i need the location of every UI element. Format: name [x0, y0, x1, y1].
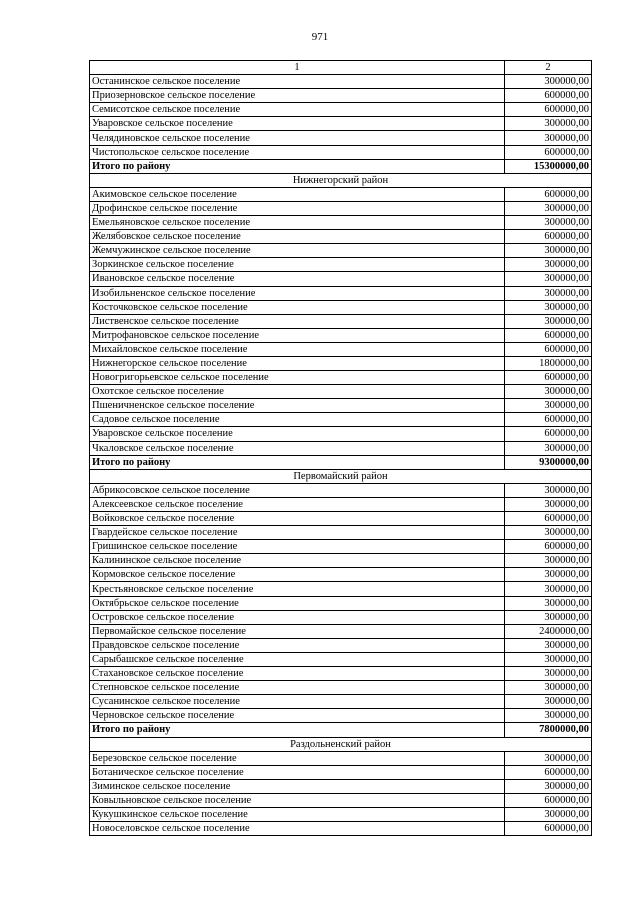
settlement-name: Первомайское сельское поселение	[90, 624, 505, 638]
settlement-name: Кормовское сельское поселение	[90, 568, 505, 582]
settlement-name: Ковыльновское сельское поселение	[90, 793, 505, 807]
table-row	[90, 497, 592, 511]
table-row	[90, 117, 592, 131]
table-row	[90, 624, 592, 638]
amount-value: 300000,00	[505, 554, 592, 568]
settlement-name: Кукушкинское сельское поселение	[90, 807, 505, 821]
amount-value: 300000,00	[505, 695, 592, 709]
table-row	[90, 638, 592, 652]
amount-value: 300000,00	[505, 314, 592, 328]
settlement-name: Гришинское сельское поселение	[90, 540, 505, 554]
settlement-name: Изобильненское сельское поселение	[90, 286, 505, 300]
settlement-name: Приозерновское сельское поселение	[90, 89, 505, 103]
settlement-name: Ботаническое сельское поселение	[90, 765, 505, 779]
amount-value: 300000,00	[505, 385, 592, 399]
table-row	[90, 342, 592, 356]
table-row	[90, 822, 592, 836]
table-row	[90, 512, 592, 526]
settlement-name: Абрикосовское сельское поселение	[90, 483, 505, 497]
settlement-name: Нижнегорское сельское поселение	[90, 356, 505, 370]
settlement-name: Алексеевское сельское поселение	[90, 497, 505, 511]
amount-value: 300000,00	[505, 300, 592, 314]
amount-value: 300000,00	[505, 117, 592, 131]
settlement-name: Останинское сельское поселение	[90, 75, 505, 89]
amount-value: 300000,00	[505, 779, 592, 793]
table-row	[90, 272, 592, 286]
amount-value: 600000,00	[505, 413, 592, 427]
page-number: 971	[311, 31, 329, 43]
amount-value: 600000,00	[505, 187, 592, 201]
amount-value: 300000,00	[505, 652, 592, 666]
amount-value: 300000,00	[505, 568, 592, 582]
table-row	[90, 216, 592, 230]
settlement-name: Косточковское сельское поселение	[90, 300, 505, 314]
table-row	[90, 793, 592, 807]
amount-value: 600000,00	[505, 822, 592, 836]
settlement-name: Березовское сельское поселение	[90, 751, 505, 765]
amount-value: 300000,00	[505, 497, 592, 511]
table-row	[90, 328, 592, 342]
settlement-name: Островское сельское поселение	[90, 610, 505, 624]
district-name: Первомайский район	[90, 469, 592, 483]
table-row	[90, 230, 592, 244]
settlement-name: Чистопольское сельское поселение	[90, 145, 505, 159]
settlement-name: Октябрьское сельское поселение	[90, 596, 505, 610]
district-name: Нижнегорский район	[90, 173, 592, 187]
settlement-name: Войковское сельское поселение	[90, 512, 505, 526]
total-label: Итого по району	[90, 159, 505, 173]
amount-value: 300000,00	[505, 244, 592, 258]
amount-value: 300000,00	[505, 807, 592, 821]
amount-value: 300000,00	[505, 131, 592, 145]
amount-value: 300000,00	[505, 681, 592, 695]
amount-value: 300000,00	[505, 441, 592, 455]
settlement-name: Правдовское сельское поселение	[90, 638, 505, 652]
total-amount: 7800000,00	[505, 723, 592, 737]
settlement-name: Акимовское сельское поселение	[90, 187, 505, 201]
settlement-name: Семисотское сельское поселение	[90, 103, 505, 117]
amount-value: 600000,00	[505, 89, 592, 103]
amount-value: 300000,00	[505, 272, 592, 286]
district-name: Раздольненский район	[90, 737, 592, 751]
amount-value: 300000,00	[505, 483, 592, 497]
table-row	[90, 300, 592, 314]
amount-value: 300000,00	[505, 399, 592, 413]
table-row	[90, 526, 592, 540]
settlement-name: Степновское сельское поселение	[90, 681, 505, 695]
total-label: Итого по району	[90, 723, 505, 737]
amount-value: 1800000,00	[505, 356, 592, 370]
settlement-name: Крестьяновское сельское поселение	[90, 582, 505, 596]
district-header-row	[90, 173, 592, 187]
amount-value: 600000,00	[505, 793, 592, 807]
amount-value: 600000,00	[505, 145, 592, 159]
amount-value: 300000,00	[505, 201, 592, 215]
amount-value: 600000,00	[505, 765, 592, 779]
table-row	[90, 441, 592, 455]
table-row	[90, 779, 592, 793]
table-row	[90, 568, 592, 582]
settlement-name: Новоселовское сельское поселение	[90, 822, 505, 836]
table-row	[90, 695, 592, 709]
table-row	[90, 596, 592, 610]
district-total-row	[90, 159, 592, 173]
table-row	[90, 554, 592, 568]
amount-value: 600000,00	[505, 540, 592, 554]
amount-value: 300000,00	[505, 610, 592, 624]
amount-value: 300000,00	[505, 596, 592, 610]
settlement-name: Гвардейское сельское поселение	[90, 526, 505, 540]
table-header-row	[90, 61, 592, 75]
district-total-row	[90, 723, 592, 737]
settlement-name: Калининское сельское поселение	[90, 554, 505, 568]
settlement-name: Новогригорьевское сельское поселение	[90, 371, 505, 385]
amount-value: 600000,00	[505, 371, 592, 385]
district-total-row	[90, 455, 592, 469]
settlement-name: Сусанинское сельское поселение	[90, 695, 505, 709]
total-amount: 9300000,00	[505, 455, 592, 469]
total-amount: 15300000,00	[505, 159, 592, 173]
table-row	[90, 187, 592, 201]
amount-value: 300000,00	[505, 75, 592, 89]
settlement-name: Зоркинское сельское поселение	[90, 258, 505, 272]
table-row	[90, 75, 592, 89]
settlement-name: Михайловское сельское поселение	[90, 342, 505, 356]
table-row	[90, 667, 592, 681]
settlement-name: Уваровское сельское поселение	[90, 427, 505, 441]
table-row	[90, 652, 592, 666]
table-row	[90, 145, 592, 159]
amount-value: 300000,00	[505, 526, 592, 540]
settlement-name: Емельяновское сельское поселение	[90, 216, 505, 230]
settlement-name: Челядиновское сельское поселение	[90, 131, 505, 145]
table-row	[90, 483, 592, 497]
table-row	[90, 314, 592, 328]
table-row	[90, 540, 592, 554]
table-row	[90, 258, 592, 272]
table-row	[90, 399, 592, 413]
table-row	[90, 371, 592, 385]
table-row	[90, 385, 592, 399]
table-row	[90, 131, 592, 145]
settlement-name: Желябовское сельское поселение	[90, 230, 505, 244]
table-row	[90, 582, 592, 596]
table-body	[90, 61, 592, 836]
settlement-name: Черновское сельское поселение	[90, 709, 505, 723]
table-row	[90, 807, 592, 821]
settlement-name: Охотское сельское поселение	[90, 385, 505, 399]
amount-value: 300000,00	[505, 667, 592, 681]
table-row	[90, 89, 592, 103]
settlement-name: Уваровское сельское поселение	[90, 117, 505, 131]
amount-value: 300000,00	[505, 582, 592, 596]
table-row	[90, 765, 592, 779]
settlement-name: Стахановское сельское поселение	[90, 667, 505, 681]
column-header-1: 1	[90, 61, 505, 75]
settlement-name: Дрофинское сельское поселение	[90, 201, 505, 215]
amount-value: 300000,00	[505, 751, 592, 765]
settlement-name: Лиственское сельское поселение	[90, 314, 505, 328]
table-row	[90, 681, 592, 695]
settlement-name: Сарыбашское сельское поселение	[90, 652, 505, 666]
settlement-name: Митрофановское сельское поселение	[90, 328, 505, 342]
table-row	[90, 413, 592, 427]
settlement-name: Пшеничненское сельское поселение	[90, 399, 505, 413]
table-row	[90, 356, 592, 370]
amount-value: 300000,00	[505, 258, 592, 272]
amount-value: 600000,00	[505, 427, 592, 441]
settlement-name: Чкаловское сельское поселение	[90, 441, 505, 455]
table-row	[90, 709, 592, 723]
amount-value: 2400000,00	[505, 624, 592, 638]
district-header-row	[90, 737, 592, 751]
total-label: Итого по району	[90, 455, 505, 469]
allocation-table	[89, 60, 592, 836]
table-row	[90, 751, 592, 765]
amount-value: 600000,00	[505, 328, 592, 342]
settlement-name: Садовое сельское поселение	[90, 413, 505, 427]
district-header-row	[90, 469, 592, 483]
amount-value: 600000,00	[505, 103, 592, 117]
amount-value: 600000,00	[505, 342, 592, 356]
amount-value: 300000,00	[505, 216, 592, 230]
amount-value: 600000,00	[505, 230, 592, 244]
table-row	[90, 201, 592, 215]
table-row	[90, 286, 592, 300]
table-row	[90, 610, 592, 624]
settlement-name: Ивановское сельское поселение	[90, 272, 505, 286]
amount-value: 300000,00	[505, 286, 592, 300]
settlement-name: Зиминское сельское поселение	[90, 779, 505, 793]
table-row	[90, 103, 592, 117]
amount-value: 300000,00	[505, 638, 592, 652]
table-row	[90, 244, 592, 258]
settlement-name: Жемчужинское сельское поселение	[90, 244, 505, 258]
column-header-2: 2	[505, 61, 592, 75]
amount-value: 300000,00	[505, 709, 592, 723]
amount-value: 600000,00	[505, 512, 592, 526]
table-row	[90, 427, 592, 441]
